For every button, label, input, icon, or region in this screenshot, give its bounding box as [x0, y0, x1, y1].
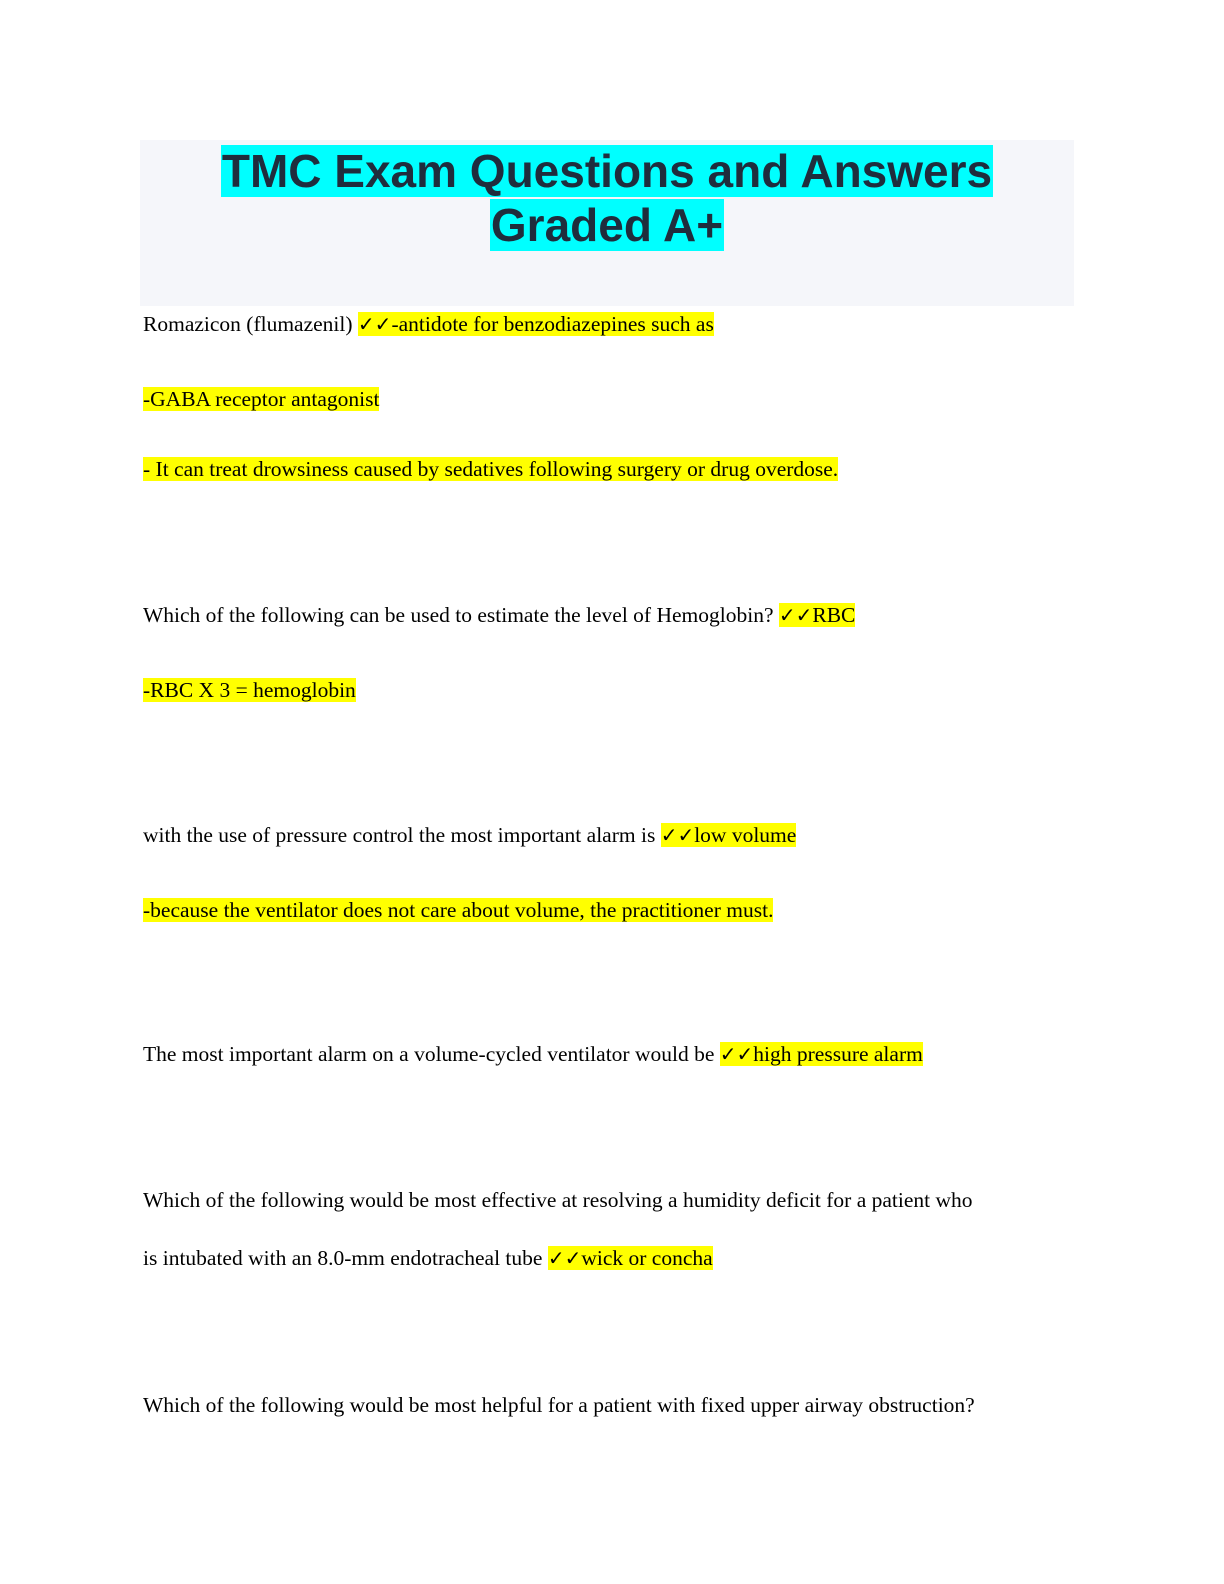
- answer-text: RBC: [812, 603, 856, 627]
- double-check-icon: ✓✓: [547, 1246, 582, 1270]
- question-text: is intubated with an 8.0-mm endotracheal tube: [143, 1246, 548, 1270]
- answer-note: -GABA receptor antagonist: [143, 387, 380, 411]
- question-text: The most important alarm on a volume-cycled ventilator would be: [143, 1042, 720, 1066]
- answer-text: high pressure alarm: [753, 1042, 923, 1066]
- qa-item-pressure-control: [143, 822, 796, 848]
- question-text: Which of the following can be used to estimate the level of Hemoglobin?: [143, 603, 779, 627]
- title-line-1: TMC Exam Questions and Answers: [221, 145, 993, 197]
- answer-text: -antidote for benzodiazepines such as: [391, 312, 714, 336]
- double-check-icon: ✓✓: [778, 603, 813, 627]
- qa-item-humidity-line-2: [143, 1245, 713, 1271]
- title-banner: [140, 140, 1074, 306]
- double-check-icon: ✓✓: [660, 823, 695, 847]
- question-text: Which of the following would be most effective at resolving a humidity deficit for a patient who: [143, 1188, 973, 1212]
- qa-item-volume-cycled: [143, 1041, 923, 1067]
- question-text: Which of the following would be most helpful for a patient with fixed upper airway obstruction?: [143, 1393, 975, 1417]
- answer-text: wick or concha: [581, 1246, 713, 1270]
- answer-text: low volume: [694, 823, 797, 847]
- answer-highlight: [720, 1042, 923, 1066]
- answer-highlight: [548, 1246, 713, 1270]
- double-check-icon: ✓✓: [719, 1042, 754, 1066]
- qa-item-airway-obstruction: [143, 1392, 975, 1418]
- question-text: Romazicon (flumazenil): [143, 312, 358, 336]
- qa-item-flumazenil: [143, 311, 714, 337]
- answer-note: -RBC X 3 = hemoglobin: [143, 678, 356, 702]
- answer-highlight: [779, 603, 856, 627]
- question-text: with the use of pressure control the most important alarm is: [143, 823, 661, 847]
- answer-note: -because the ventilator does not care about volume, the practitioner must.: [143, 898, 774, 922]
- answer-highlight: [358, 312, 714, 336]
- qa-item-hemoglobin: [143, 602, 855, 628]
- double-check-icon: ✓✓: [357, 312, 392, 336]
- answer-highlight: [661, 823, 797, 847]
- title-line-2: Graded A+: [490, 199, 724, 251]
- answer-note: - It can treat drowsiness caused by sedatives following surgery or drug overdose.: [143, 457, 839, 481]
- qa-item-humidity-line-1: [143, 1187, 973, 1213]
